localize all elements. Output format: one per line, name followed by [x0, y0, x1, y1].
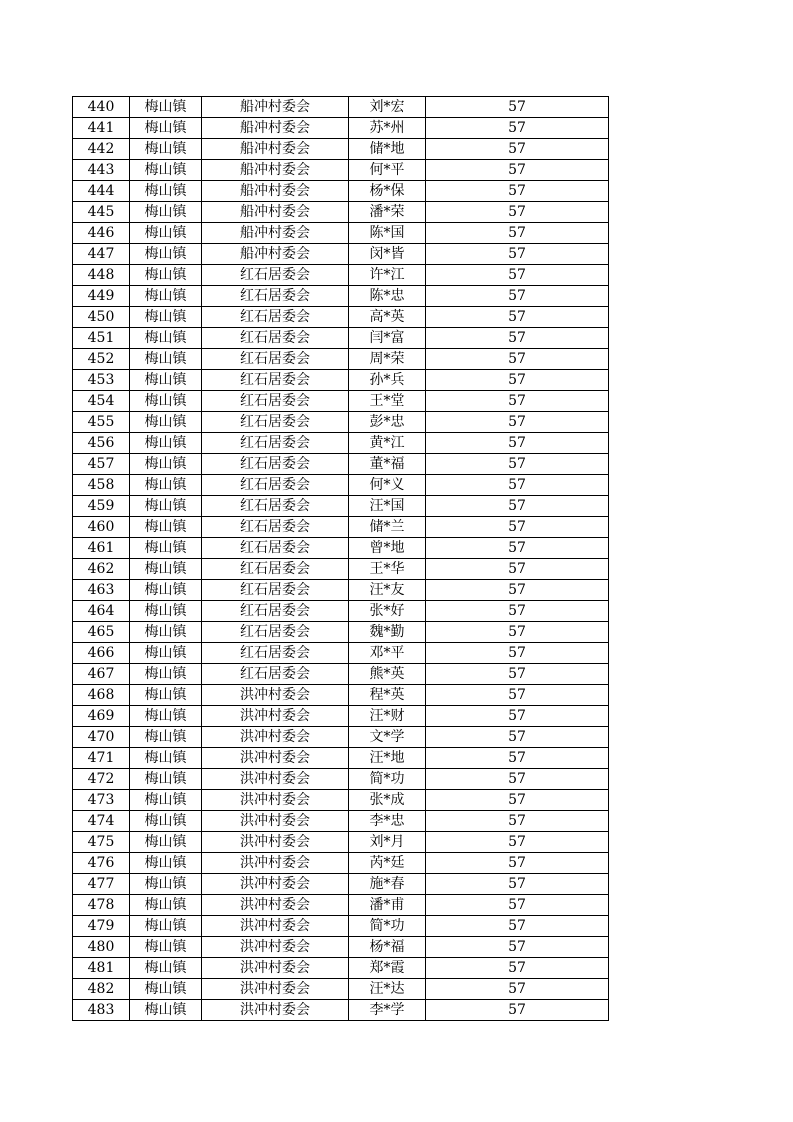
amount-cell: 57: [426, 160, 609, 181]
table-row: [73, 601, 609, 622]
row-number-cell: 471: [73, 748, 130, 769]
amount-cell: 57: [426, 811, 609, 832]
amount-cell: 57: [426, 916, 609, 937]
town-cell: 梅山镇: [130, 307, 202, 328]
amount-cell: 57: [426, 664, 609, 685]
town-cell: 梅山镇: [130, 475, 202, 496]
amount-cell: 57: [426, 790, 609, 811]
committee-cell: 红石居委会: [202, 664, 349, 685]
committee-cell: 洪冲村委会: [202, 790, 349, 811]
amount-cell: 57: [426, 517, 609, 538]
town-cell: 梅山镇: [130, 118, 202, 139]
town-cell: 梅山镇: [130, 790, 202, 811]
town-cell: 梅山镇: [130, 97, 202, 118]
row-number-cell: 450: [73, 307, 130, 328]
committee-cell: 洪冲村委会: [202, 811, 349, 832]
table-row: [73, 181, 609, 202]
name-cell: 苏*州: [349, 118, 426, 139]
town-cell: 梅山镇: [130, 412, 202, 433]
table-row: [73, 538, 609, 559]
name-cell: 张*好: [349, 601, 426, 622]
name-cell: 杨*保: [349, 181, 426, 202]
committee-cell: 红石居委会: [202, 328, 349, 349]
table-row: [73, 223, 609, 244]
amount-cell: 57: [426, 349, 609, 370]
town-cell: 梅山镇: [130, 958, 202, 979]
town-cell: 梅山镇: [130, 454, 202, 475]
town-cell: 梅山镇: [130, 916, 202, 937]
committee-cell: 船冲村委会: [202, 118, 349, 139]
town-cell: 梅山镇: [130, 727, 202, 748]
committee-cell: 红石居委会: [202, 643, 349, 664]
table-row: [73, 391, 609, 412]
row-number-cell: 440: [73, 97, 130, 118]
name-cell: 李*忠: [349, 811, 426, 832]
town-cell: 梅山镇: [130, 160, 202, 181]
table-row: [73, 979, 609, 1000]
amount-cell: 57: [426, 622, 609, 643]
row-number-cell: 456: [73, 433, 130, 454]
amount-cell: 57: [426, 118, 609, 139]
committee-cell: 洪冲村委会: [202, 853, 349, 874]
row-number-cell: 448: [73, 265, 130, 286]
town-cell: 梅山镇: [130, 559, 202, 580]
town-cell: 梅山镇: [130, 748, 202, 769]
name-cell: 潘*荣: [349, 202, 426, 223]
row-number-cell: 447: [73, 244, 130, 265]
amount-cell: 57: [426, 643, 609, 664]
amount-cell: 57: [426, 223, 609, 244]
table-row: [73, 937, 609, 958]
amount-cell: 57: [426, 244, 609, 265]
committee-cell: 船冲村委会: [202, 181, 349, 202]
table-row: [73, 769, 609, 790]
row-number-cell: 441: [73, 118, 130, 139]
town-cell: 梅山镇: [130, 811, 202, 832]
amount-cell: 57: [426, 580, 609, 601]
row-number-cell: 449: [73, 286, 130, 307]
committee-cell: 洪冲村委会: [202, 979, 349, 1000]
committee-cell: 船冲村委会: [202, 97, 349, 118]
table-row: [73, 748, 609, 769]
amount-cell: 57: [426, 454, 609, 475]
town-cell: 梅山镇: [130, 328, 202, 349]
row-number-cell: 479: [73, 916, 130, 937]
table-row: [73, 496, 609, 517]
name-cell: 汪*国: [349, 496, 426, 517]
name-cell: 曾*地: [349, 538, 426, 559]
name-cell: 何*平: [349, 160, 426, 181]
row-number-cell: 451: [73, 328, 130, 349]
committee-cell: 洪冲村委会: [202, 874, 349, 895]
town-cell: 梅山镇: [130, 265, 202, 286]
row-number-cell: 444: [73, 181, 130, 202]
town-cell: 梅山镇: [130, 433, 202, 454]
town-cell: 梅山镇: [130, 1000, 202, 1021]
table-row: [73, 727, 609, 748]
row-number-cell: 467: [73, 664, 130, 685]
amount-cell: 57: [426, 370, 609, 391]
row-number-cell: 455: [73, 412, 130, 433]
amount-cell: 57: [426, 286, 609, 307]
table-row: [73, 139, 609, 160]
town-cell: 梅山镇: [130, 370, 202, 391]
amount-cell: 57: [426, 97, 609, 118]
committee-cell: 洪冲村委会: [202, 748, 349, 769]
table-row: [73, 244, 609, 265]
name-cell: 储*兰: [349, 517, 426, 538]
row-number-cell: 482: [73, 979, 130, 1000]
table-row: [73, 622, 609, 643]
amount-cell: 57: [426, 328, 609, 349]
committee-cell: 洪冲村委会: [202, 958, 349, 979]
table-row: [73, 580, 609, 601]
amount-cell: 57: [426, 895, 609, 916]
town-cell: 梅山镇: [130, 601, 202, 622]
committee-cell: 红石居委会: [202, 517, 349, 538]
row-number-cell: 472: [73, 769, 130, 790]
row-number-cell: 458: [73, 475, 130, 496]
committee-cell: 洪冲村委会: [202, 937, 349, 958]
committee-cell: 红石居委会: [202, 433, 349, 454]
amount-cell: 57: [426, 958, 609, 979]
table-row: [73, 790, 609, 811]
name-cell: 陈*国: [349, 223, 426, 244]
committee-cell: 红石居委会: [202, 307, 349, 328]
committee-cell: 红石居委会: [202, 601, 349, 622]
name-cell: 熊*英: [349, 664, 426, 685]
committee-cell: 洪冲村委会: [202, 685, 349, 706]
row-number-cell: 460: [73, 517, 130, 538]
amount-cell: 57: [426, 202, 609, 223]
committee-cell: 洪冲村委会: [202, 727, 349, 748]
amount-cell: 57: [426, 979, 609, 1000]
table-row: [73, 517, 609, 538]
committee-cell: 红石居委会: [202, 580, 349, 601]
name-cell: 储*地: [349, 139, 426, 160]
row-number-cell: 463: [73, 580, 130, 601]
row-number-cell: 442: [73, 139, 130, 160]
name-cell: 汪*达: [349, 979, 426, 1000]
table-row: [73, 265, 609, 286]
committee-cell: 红石居委会: [202, 265, 349, 286]
committee-cell: 船冲村委会: [202, 160, 349, 181]
amount-cell: 57: [426, 748, 609, 769]
town-cell: 梅山镇: [130, 769, 202, 790]
row-number-cell: 480: [73, 937, 130, 958]
row-number-cell: 473: [73, 790, 130, 811]
row-number-cell: 470: [73, 727, 130, 748]
name-cell: 闵*皆: [349, 244, 426, 265]
name-cell: 何*义: [349, 475, 426, 496]
row-number-cell: 475: [73, 832, 130, 853]
committee-cell: 船冲村委会: [202, 202, 349, 223]
row-number-cell: 453: [73, 370, 130, 391]
name-cell: 张*成: [349, 790, 426, 811]
amount-cell: 57: [426, 412, 609, 433]
name-cell: 陈*忠: [349, 286, 426, 307]
committee-cell: 红石居委会: [202, 475, 349, 496]
name-cell: 孙*兵: [349, 370, 426, 391]
name-cell: 许*江: [349, 265, 426, 286]
name-cell: 程*英: [349, 685, 426, 706]
name-cell: 邓*平: [349, 643, 426, 664]
amount-cell: 57: [426, 265, 609, 286]
roster-table: [72, 96, 609, 1021]
name-cell: 王*堂: [349, 391, 426, 412]
name-cell: 芮*廷: [349, 853, 426, 874]
town-cell: 梅山镇: [130, 244, 202, 265]
committee-cell: 船冲村委会: [202, 139, 349, 160]
town-cell: 梅山镇: [130, 517, 202, 538]
town-cell: 梅山镇: [130, 538, 202, 559]
amount-cell: 57: [426, 391, 609, 412]
table-row: [73, 349, 609, 370]
name-cell: 简*功: [349, 769, 426, 790]
committee-cell: 红石居委会: [202, 412, 349, 433]
amount-cell: 57: [426, 853, 609, 874]
row-number-cell: 477: [73, 874, 130, 895]
table-row: [73, 412, 609, 433]
committee-cell: 洪冲村委会: [202, 1000, 349, 1021]
table-row: [73, 706, 609, 727]
amount-cell: 57: [426, 139, 609, 160]
name-cell: 李*学: [349, 1000, 426, 1021]
committee-cell: 红石居委会: [202, 370, 349, 391]
table-row: [73, 475, 609, 496]
amount-cell: 57: [426, 601, 609, 622]
amount-cell: 57: [426, 685, 609, 706]
name-cell: 杨*福: [349, 937, 426, 958]
town-cell: 梅山镇: [130, 181, 202, 202]
row-number-cell: 445: [73, 202, 130, 223]
town-cell: 梅山镇: [130, 286, 202, 307]
name-cell: 刘*宏: [349, 97, 426, 118]
town-cell: 梅山镇: [130, 874, 202, 895]
table-row: [73, 328, 609, 349]
amount-cell: 57: [426, 706, 609, 727]
town-cell: 梅山镇: [130, 832, 202, 853]
table-row: [73, 1000, 609, 1021]
committee-cell: 洪冲村委会: [202, 706, 349, 727]
committee-cell: 红石居委会: [202, 349, 349, 370]
amount-cell: 57: [426, 181, 609, 202]
amount-cell: 57: [426, 769, 609, 790]
amount-cell: 57: [426, 937, 609, 958]
amount-cell: 57: [426, 307, 609, 328]
town-cell: 梅山镇: [130, 391, 202, 412]
table-row: [73, 958, 609, 979]
amount-cell: 57: [426, 727, 609, 748]
row-number-cell: 478: [73, 895, 130, 916]
row-number-cell: 476: [73, 853, 130, 874]
name-cell: 潘*甫: [349, 895, 426, 916]
table-row: [73, 160, 609, 181]
committee-cell: 船冲村委会: [202, 244, 349, 265]
town-cell: 梅山镇: [130, 580, 202, 601]
row-number-cell: 483: [73, 1000, 130, 1021]
row-number-cell: 465: [73, 622, 130, 643]
row-number-cell: 446: [73, 223, 130, 244]
amount-cell: 57: [426, 475, 609, 496]
amount-cell: 57: [426, 1000, 609, 1021]
name-cell: 黄*江: [349, 433, 426, 454]
row-number-cell: 459: [73, 496, 130, 517]
name-cell: 魏*勤: [349, 622, 426, 643]
committee-cell: 洪冲村委会: [202, 832, 349, 853]
committee-cell: 红石居委会: [202, 496, 349, 517]
name-cell: 简*功: [349, 916, 426, 937]
row-number-cell: 464: [73, 601, 130, 622]
name-cell: 彭*忠: [349, 412, 426, 433]
row-number-cell: 443: [73, 160, 130, 181]
town-cell: 梅山镇: [130, 622, 202, 643]
committee-cell: 红石居委会: [202, 622, 349, 643]
name-cell: 王*华: [349, 559, 426, 580]
table-row: [73, 895, 609, 916]
town-cell: 梅山镇: [130, 349, 202, 370]
name-cell: 闫*富: [349, 328, 426, 349]
row-number-cell: 469: [73, 706, 130, 727]
row-number-cell: 468: [73, 685, 130, 706]
row-number-cell: 461: [73, 538, 130, 559]
table-row: [73, 433, 609, 454]
name-cell: 汪*地: [349, 748, 426, 769]
table-row: [73, 307, 609, 328]
town-cell: 梅山镇: [130, 139, 202, 160]
town-cell: 梅山镇: [130, 664, 202, 685]
table-row: [73, 97, 609, 118]
amount-cell: 57: [426, 832, 609, 853]
town-cell: 梅山镇: [130, 706, 202, 727]
amount-cell: 57: [426, 874, 609, 895]
table-row: [73, 643, 609, 664]
committee-cell: 船冲村委会: [202, 223, 349, 244]
committee-cell: 红石居委会: [202, 391, 349, 412]
town-cell: 梅山镇: [130, 937, 202, 958]
committee-cell: 红石居委会: [202, 538, 349, 559]
table-row: [73, 685, 609, 706]
table-row: [73, 559, 609, 580]
name-cell: 董*福: [349, 454, 426, 475]
row-number-cell: 466: [73, 643, 130, 664]
table-row: [73, 454, 609, 475]
table-body: [73, 97, 609, 1021]
town-cell: 梅山镇: [130, 979, 202, 1000]
amount-cell: 57: [426, 496, 609, 517]
name-cell: 汪*友: [349, 580, 426, 601]
town-cell: 梅山镇: [130, 853, 202, 874]
row-number-cell: 452: [73, 349, 130, 370]
row-number-cell: 462: [73, 559, 130, 580]
table-row: [73, 832, 609, 853]
name-cell: 汪*财: [349, 706, 426, 727]
name-cell: 高*英: [349, 307, 426, 328]
town-cell: 梅山镇: [130, 643, 202, 664]
name-cell: 郑*霞: [349, 958, 426, 979]
table-row: [73, 202, 609, 223]
committee-cell: 红石居委会: [202, 286, 349, 307]
committee-cell: 红石居委会: [202, 454, 349, 475]
name-cell: 施*春: [349, 874, 426, 895]
amount-cell: 57: [426, 538, 609, 559]
table-row: [73, 874, 609, 895]
table-row: [73, 664, 609, 685]
table-row: [73, 370, 609, 391]
row-number-cell: 454: [73, 391, 130, 412]
amount-cell: 57: [426, 433, 609, 454]
committee-cell: 红石居委会: [202, 559, 349, 580]
committee-cell: 洪冲村委会: [202, 769, 349, 790]
table-row: [73, 286, 609, 307]
town-cell: 梅山镇: [130, 685, 202, 706]
name-cell: 周*荣: [349, 349, 426, 370]
row-number-cell: 481: [73, 958, 130, 979]
amount-cell: 57: [426, 559, 609, 580]
town-cell: 梅山镇: [130, 223, 202, 244]
row-number-cell: 474: [73, 811, 130, 832]
committee-cell: 洪冲村委会: [202, 895, 349, 916]
table-row: [73, 853, 609, 874]
table-row: [73, 811, 609, 832]
table-row: [73, 118, 609, 139]
town-cell: 梅山镇: [130, 895, 202, 916]
name-cell: 刘*月: [349, 832, 426, 853]
committee-cell: 洪冲村委会: [202, 916, 349, 937]
name-cell: 文*学: [349, 727, 426, 748]
row-number-cell: 457: [73, 454, 130, 475]
table-row: [73, 916, 609, 937]
town-cell: 梅山镇: [130, 496, 202, 517]
town-cell: 梅山镇: [130, 202, 202, 223]
